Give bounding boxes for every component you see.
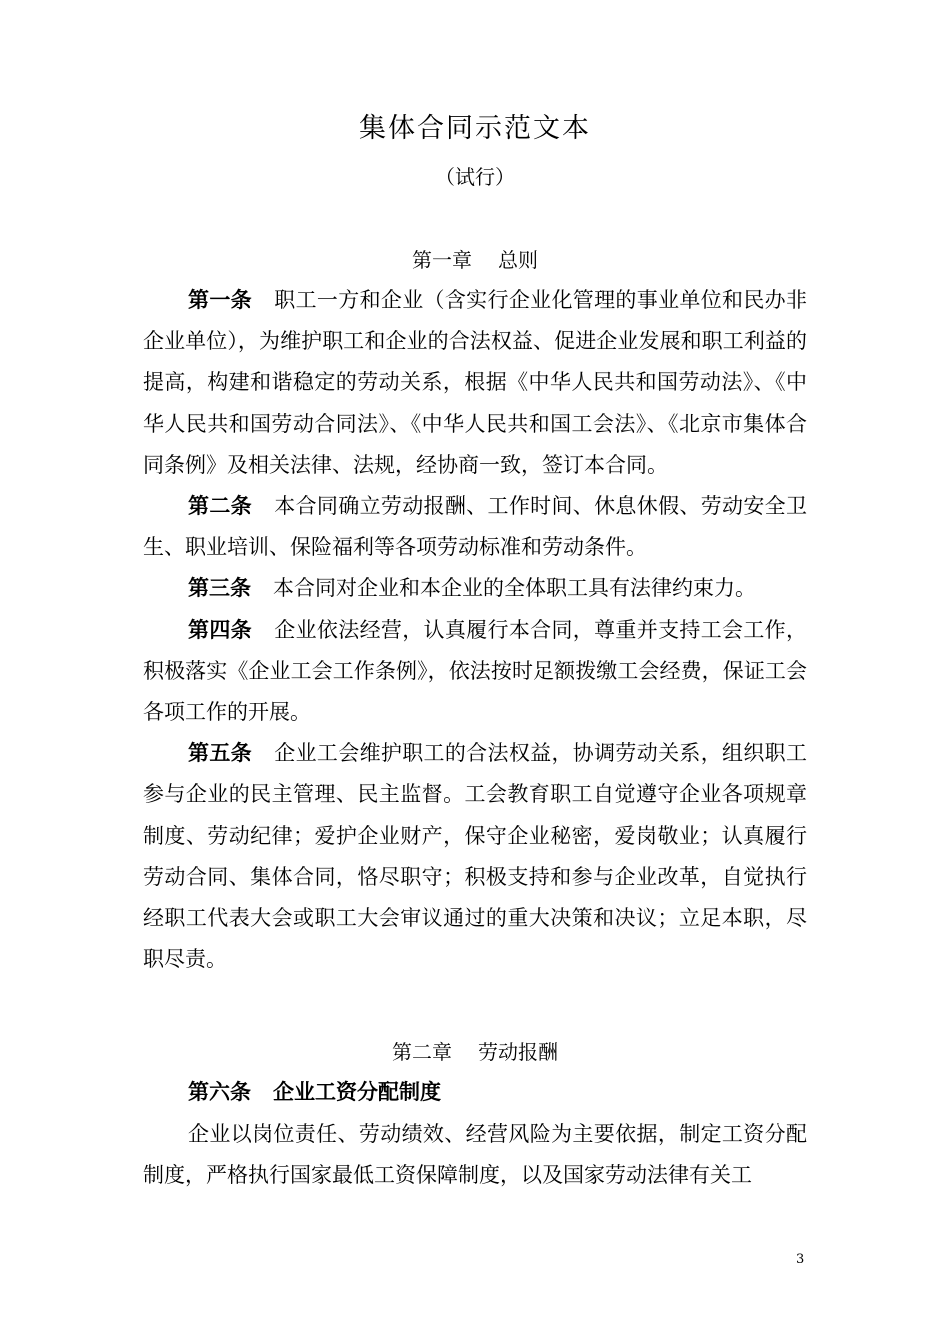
article-label: 第四条 [188, 617, 252, 642]
article-label: 第一条 [188, 288, 252, 312]
document-body [143, 240, 807, 1196]
document-subtitle: （试行） [435, 165, 515, 189]
article-text: 职工一方和企业（含实行企业化管理的事业单位和民办非企业单位），为维护职工和企业的合法权益、促进企业发展和职工利益的提高，构建和谐稳定的劳动关系，根据《中华人民共和国劳动法》、《中华人民共和国劳动合同法》、《中华人民共和国工会法》、《北京市集体合同条例》及相关法律、法规，经协商一致，签订本合同。 [143, 288, 808, 477]
chapter-name: 劳动报酬 [478, 1040, 558, 1065]
article-6-heading [143, 1072, 807, 1113]
article-label: 第五条 [188, 741, 252, 766]
article-4 [143, 610, 807, 734]
article-3 [143, 568, 807, 609]
article-label: 第三条 [188, 576, 251, 601]
section-spacer [143, 980, 807, 1032]
chapter-heading-1 [143, 240, 807, 280]
article-text: 本合同确立劳动报酬、工作时间、休息休假、劳动安全卫生、职业培训、保险福利等各项劳动标准和劳动条件。 [143, 494, 808, 560]
article-label: 第六条 [188, 1080, 251, 1105]
article-5 [143, 733, 807, 980]
chapter-number: 第一章 [412, 248, 472, 272]
article-text: 企业以岗位责任、劳动绩效、经营风险为主要依据，制定工资分配制度，严格执行国家最低工资保障制度，以及国家劳动法律有关工 [143, 1121, 807, 1187]
article-1 [143, 280, 807, 486]
chapter-heading-2 [143, 1032, 807, 1072]
article-text: 企业工会维护职工的合法权益，协调劳动关系，组织职工参与企业的民主管理、民主监督。工会教育职工自觉遵守企业各项规章制度、劳动纪律；爱护企业财产，保守企业秘密，爱岗敬业；认真履行劳动合同、集体合同，恪尽职守；积极支持和参与企业改革，自觉执行经职工代表大会或职工大会审议通过的重大决策和决议；立足本职，尽职尽责。 [143, 741, 808, 972]
chapter-name: 总则 [498, 248, 538, 272]
document-title: 集体合同示范文本 [359, 113, 591, 144]
article-text: 本合同对企业和本企业的全体职工具有法律约束力。 [273, 576, 756, 601]
chapter-number: 第二章 [392, 1040, 452, 1065]
article-6-body [143, 1114, 807, 1196]
article-title: 企业工资分配制度 [273, 1080, 441, 1105]
page-number: 3 [796, 1252, 805, 1267]
article-text: 企业依法经营，认真履行本合同，尊重并支持工会工作，积极落实《企业工会工作条例》，依法按时足额拨缴工会经费，保证工会各项工作的开展。 [143, 617, 808, 725]
article-2 [143, 486, 807, 568]
article-label: 第二条 [188, 494, 252, 519]
